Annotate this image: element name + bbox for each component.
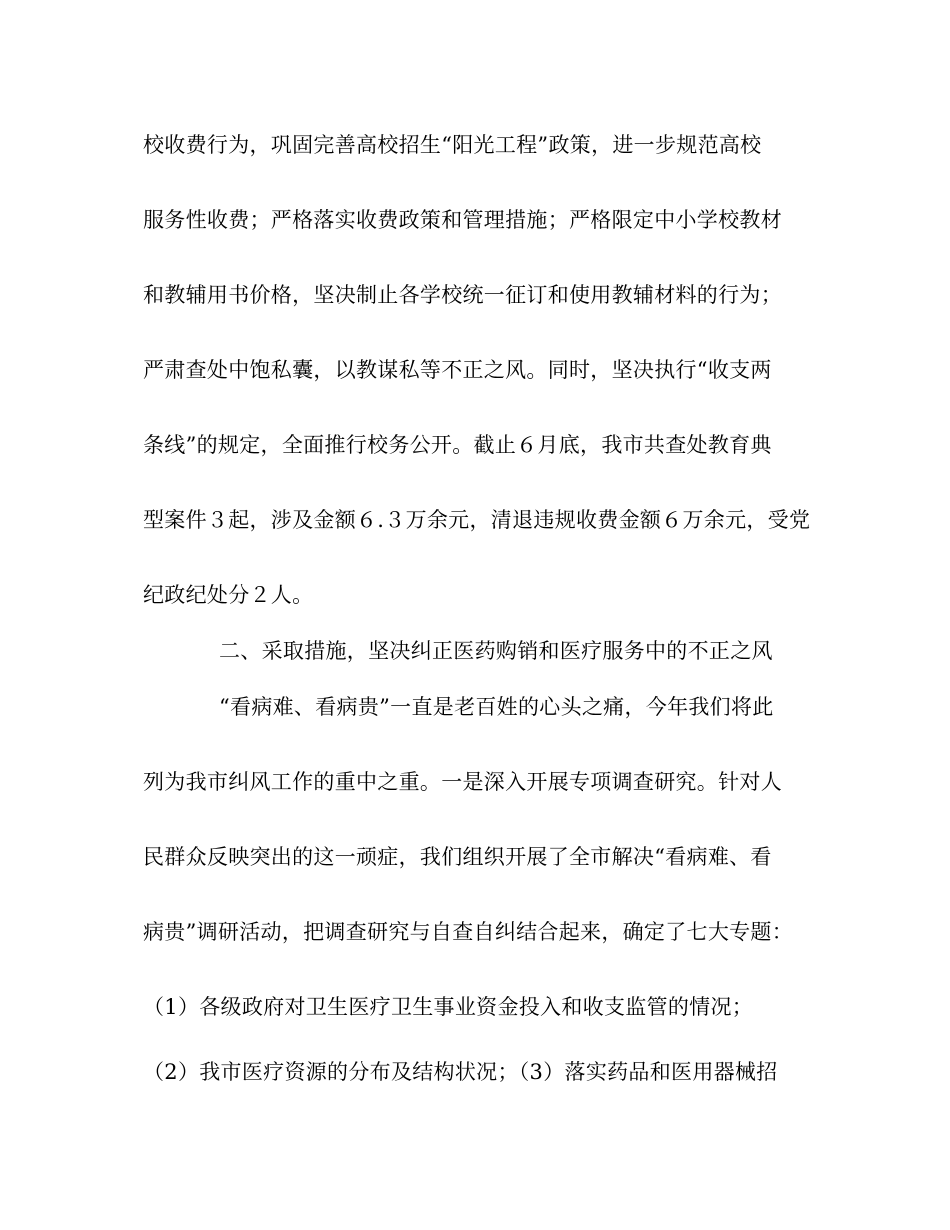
text-line-4: 严肃查处中饱私囊，以教谋私等不正之风。同时，坚决执行“收支两 xyxy=(143,358,772,382)
text-line-1: 校收费行为，巩固完善高校招生“阳光工程”政策，进一步规范高校 xyxy=(143,133,762,157)
text-line-2: 服务性收费；严格落实收费政策和管理措施；严格限定中小学校教材 xyxy=(143,208,782,232)
text-line-7: 纪政纪处分２人。 xyxy=(143,583,314,607)
section-heading: 二、采取措施，坚决纠正医药购销和医疗服务中的不正之风 xyxy=(219,639,773,663)
text-line-13: （1）各级政府对卫生医疗卫生事业资金投入和收支监管的情况； xyxy=(143,995,754,1019)
text-line-9: “看病难、看病贵”一直是老百姓的心头之痛，今年我们将此 xyxy=(219,695,774,719)
text-line-11: 民群众反映突出的这一顽症，我们组织开展了全市解决“看病难、看 xyxy=(143,845,772,869)
text-line-5: 条线”的规定，全面推行校务公开。截止６月底，我市共查处教育典 xyxy=(143,433,772,457)
text-line-14: （2）我市医疗资源的分布及结构状况；（3）落实药品和医用器械招 xyxy=(143,1060,778,1084)
text-line-12: 病贵”调研活动，把调查研究与自查自纠结合起来，确定了七大专题： xyxy=(143,920,794,944)
text-line-6: 型案件３起，涉及金额６.３万余元，清退违规收费金额６万余元，受党 xyxy=(143,508,811,532)
text-line-10: 列为我市纠风工作的重中之重。一是深入开展专项调查研究。针对人 xyxy=(143,770,782,794)
text-line-3: 和教辅用书价格，坚决制止各学校统一征订和使用教辅材料的行为； xyxy=(143,283,782,307)
